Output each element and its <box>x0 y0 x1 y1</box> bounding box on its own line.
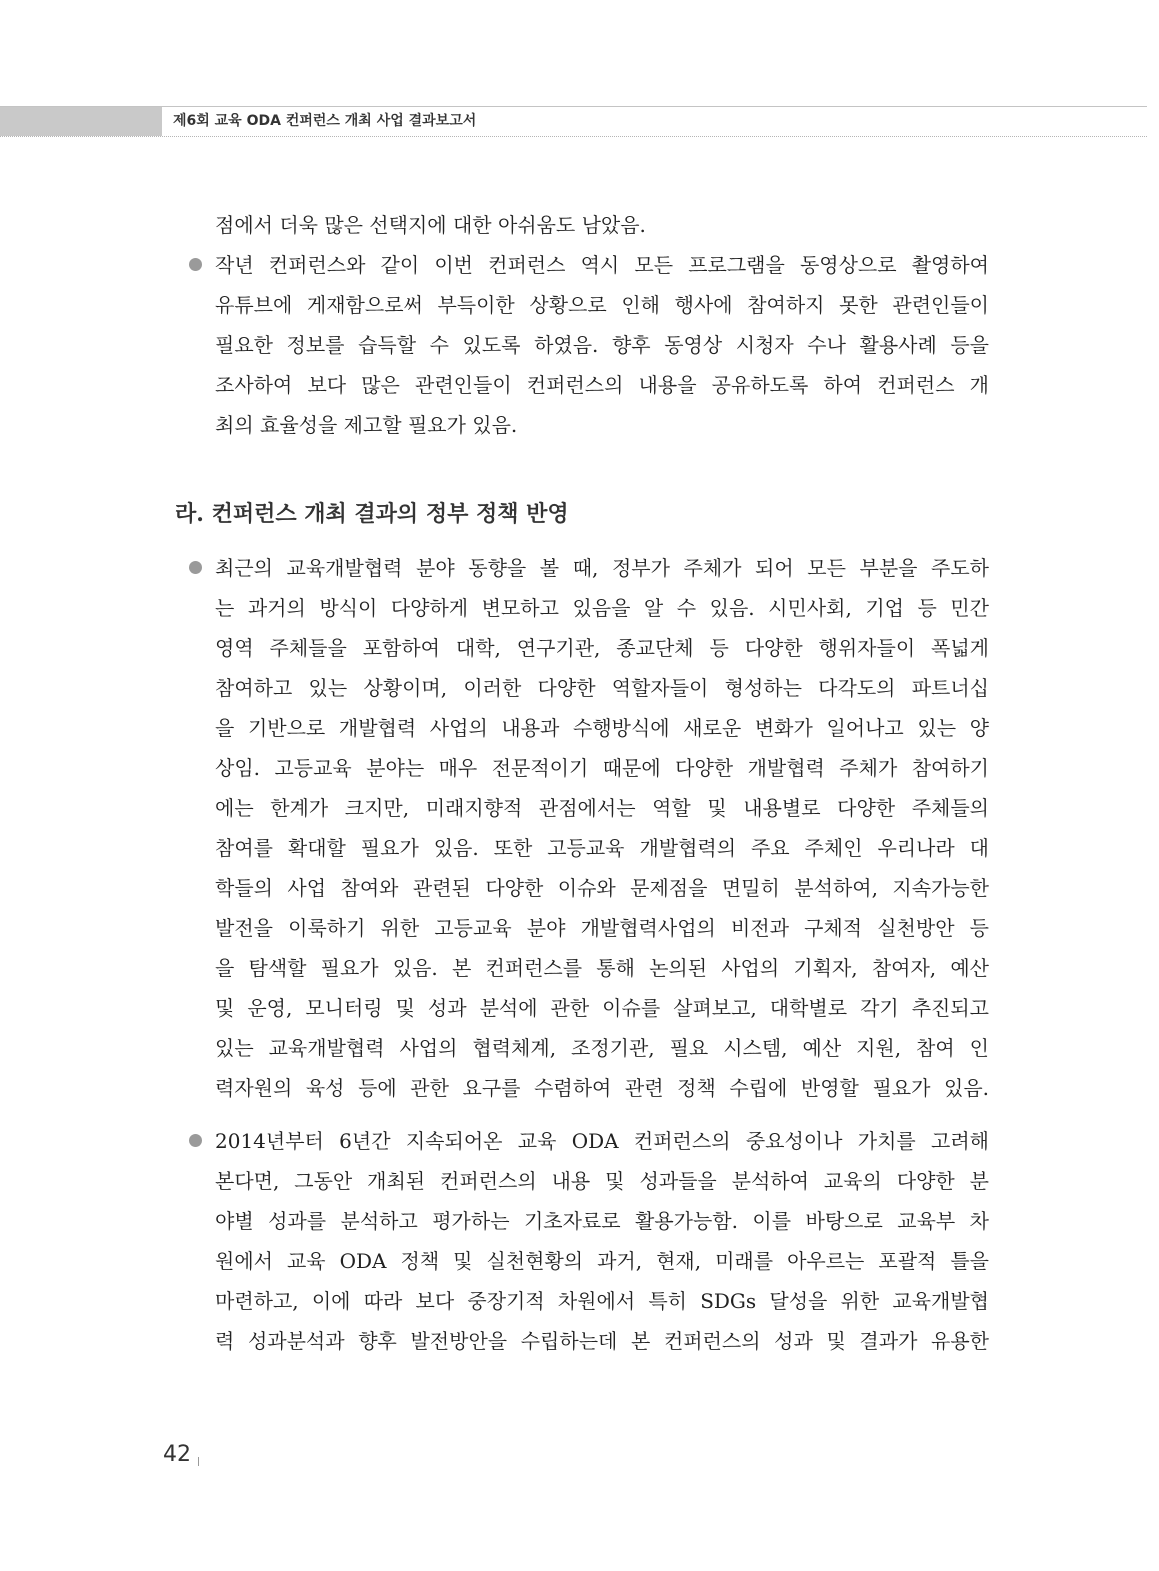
text-line: 을 탐색할 필요가 있음. 본 컨퍼런스를 통해 논의된 사업의 기획자, 참여자, 예산 <box>215 956 989 980</box>
bullet-paragraph-1 <box>215 245 989 445</box>
page-number-divider <box>198 1457 199 1466</box>
bullet-dot-icon <box>189 258 202 271</box>
text-line: 상임. 고등교육 분야는 매우 전문적이기 때문에 다양한 개발협력 주체가 참여하기 <box>215 756 989 780</box>
text-line: 있는 교육개발협력 사업의 협력체계, 조정기관, 필요 시스템, 예산 지원, 참여 인 <box>215 1036 989 1060</box>
text-line: 2014년부터 6년간 지속되어온 교육 ODA 컨퍼런스의 중요성이나 가치를 고려해 <box>215 1129 989 1153</box>
bullet-dot-icon <box>189 561 202 574</box>
bullet-paragraph-3 <box>215 1121 989 1361</box>
text-line: 야별 성과를 분석하고 평가하는 기초자료로 활용가능함. 이를 바탕으로 교육부 차 <box>215 1209 989 1233</box>
text-line: 및 운영, 모니터링 및 성과 분석에 관한 이슈를 살펴보고, 대학별로 각기 추진되고 <box>215 996 989 1020</box>
text-line: 에는 한계가 크지만, 미래지향적 관점에서는 역할 및 내용별로 다양한 주체들의 <box>215 796 989 820</box>
text-line: 작년 컨퍼런스와 같이 이번 컨퍼런스 역시 모든 프로그램을 동영상으로 촬영하여 <box>215 253 989 277</box>
section-heading: 라. 컨퍼런스 개최 결과의 정부 정책 반영 <box>175 501 569 527</box>
text-line: 최의 효율성을 제고할 필요가 있음. <box>215 413 518 437</box>
header-title: 제6회 교육 ODA 컨퍼런스 개최 사업 결과보고서 <box>173 113 477 129</box>
text-line: 최근의 교육개발협력 분야 동향을 볼 때, 정부가 주체가 되어 모든 부분을 주도하 <box>215 556 989 580</box>
bullet-paragraph-2 <box>215 548 989 1108</box>
text-line: 필요한 정보를 습득할 수 있도록 하였음. 향후 동영상 시청자 수나 활용사례 등을 <box>215 333 989 357</box>
bullet-dot-icon <box>189 1134 202 1147</box>
text-line: 력 성과분석과 향후 발전방안을 수립하는데 본 컨퍼런스의 성과 및 결과가 유용한 <box>215 1329 989 1353</box>
text-line: 마련하고, 이에 따라 보다 중장기적 차원에서 특히 SDGs 달성을 위한 교육개발협 <box>215 1289 989 1313</box>
text-line: 조사하여 보다 많은 관련인들이 컨퍼런스의 내용을 공유하도록 하여 컨퍼런스 개 <box>215 373 989 397</box>
text-line: 학들의 사업 참여와 관련된 다양한 이슈와 문제점을 면밀히 분석하여, 지속가능한 <box>215 876 989 900</box>
text-line: 점에서 더욱 많은 선택지에 대한 아쉬움도 남았음. <box>215 213 646 237</box>
text-line: 영역 주체들을 포함하여 대학, 연구기관, 종교단체 등 다양한 행위자들이 폭넓게 <box>215 636 989 660</box>
text-line: 원에서 교육 ODA 정책 및 실천현황의 과거, 현재, 미래를 아우르는 포괄적 틀을 <box>215 1249 989 1273</box>
text-line: 을 기반으로 개발협력 사업의 내용과 수행방식에 새로운 변화가 일어나고 있는 양 <box>215 716 989 740</box>
text-line: 력자원의 육성 등에 관한 요구를 수렴하여 관련 정책 수립에 반영할 필요가 있음. <box>215 1076 989 1100</box>
text-line: 발전을 이룩하기 위한 고등교육 분야 개발협력사업의 비전과 구체적 실천방안 등 <box>215 916 989 940</box>
header-grey-block <box>0 107 162 136</box>
text-line: 유튜브에 게재함으로써 부득이한 상황으로 인해 행사에 참여하지 못한 관련인들이 <box>215 293 989 317</box>
page-number: 42 <box>163 1442 191 1467</box>
continuation-paragraph <box>215 205 989 245</box>
text-line: 본다면, 그동안 개최된 컨퍼런스의 내용 및 성과들을 분석하여 교육의 다양한 분 <box>215 1169 989 1193</box>
text-line: 참여하고 있는 상황이며, 이러한 다양한 역할자들이 형성하는 다각도의 파트너십 <box>215 676 989 700</box>
text-line: 는 과거의 방식이 다양하게 변모하고 있음을 알 수 있음. 시민사회, 기업 등 민간 <box>215 596 989 620</box>
running-header <box>0 106 1147 137</box>
text-line: 참여를 확대할 필요가 있음. 또한 고등교육 개발협력의 주요 주체인 우리나라 대 <box>215 836 989 860</box>
